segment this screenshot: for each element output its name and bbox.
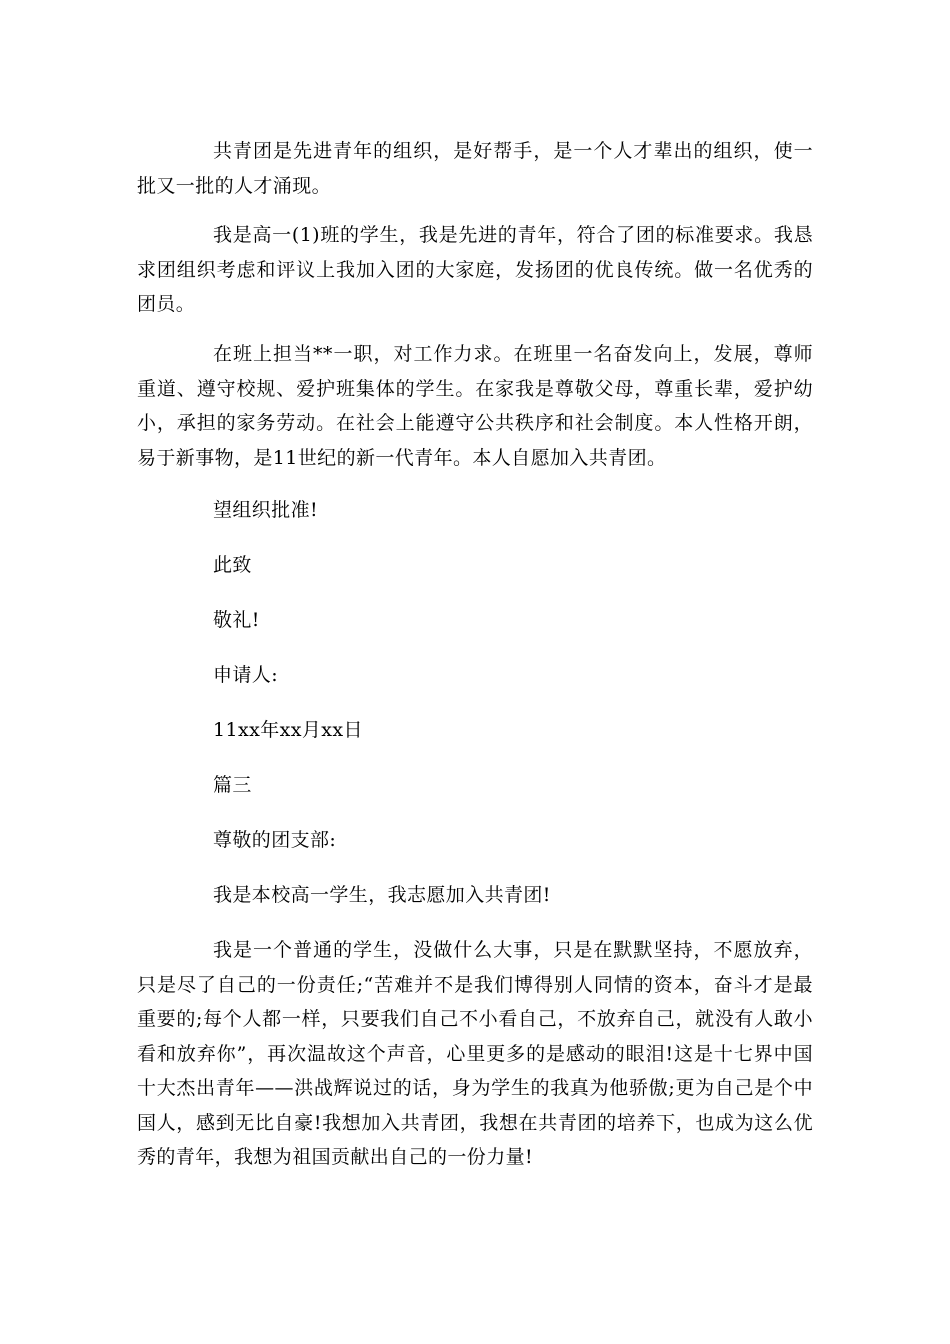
closing-salute-1: 此致 — [213, 554, 252, 576]
paragraph-personal-conduct: 在班上担当**一职，对工作力求。在班里一名奋发向上，发展，尊师重道、遵守校规、爱护班集体的学生。在家我是尊敬父母，尊重长辈，爱护幼小，承担的家务劳动。在社会上能遵守公共秩序和社会制度。本人性格开朗，易于新事物，是11世纪的新一代青年。本人自愿加入共青团。 — [137, 343, 813, 469]
paragraph-organization: 共青团是先进青年的组织，是好帮手，是一个人才辈出的组织，使一批又一批的人才涌现。 — [137, 140, 813, 197]
application-date: 11xx年xx月xx日 — [213, 719, 363, 741]
paragraph-aspiration: 我是一个普通的学生，没做什么大事，只是在默默坚持，不愿放弃，只是尽了自己的一份责任;“苦难并不是我们博得别人同情的资本，奋斗才是最重要的;每个人都一样，只要我们自己不小看自己，不放弃自己，就没有人敢小看和放弃你”，再次温故这个声音，心里更多的是感动的眼泪!这是十七界中国十大杰出青年——洪战辉说过的话，身为学生的我真为他骄傲;更为自己是个中国人，感到无比自豪!我想加入共青团，我想在共青团的培养下，也成为这么优秀的青年，我想为祖国贡献出自己的一份力量! — [137, 939, 813, 1168]
applicant-label: 申请人: — [213, 664, 279, 686]
closing-salute-2: 敬礼! — [213, 609, 260, 631]
paragraph-class-student: 我是高一(1)班的学生，我是先进的青年，符合了团的标准要求。我恳求团组织考虑和评议上我加入团的大家庭，发扬团的优良传统。做一名优秀的团员。 — [137, 224, 813, 315]
closing-hope: 望组织批准! — [213, 499, 319, 521]
section-title: 篇三 — [213, 774, 252, 796]
greeting: 尊敬的团支部: — [213, 829, 337, 851]
intro-statement: 我是本校高一学生，我志愿加入共青团! — [213, 884, 551, 906]
